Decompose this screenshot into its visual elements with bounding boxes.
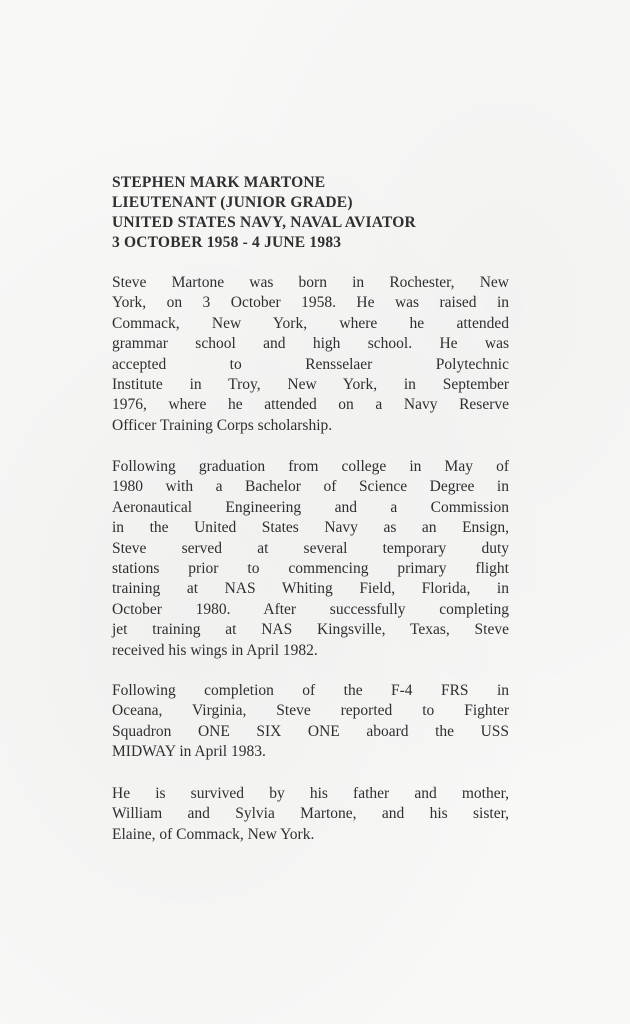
document-header (112, 173, 512, 253)
text-line: Oceana, Virginia, Steve reported to Fighter (112, 702, 509, 720)
text-line: stations prior to commencing primary flight (112, 559, 509, 577)
text-line: Following graduation from college in May of (112, 458, 509, 475)
text-line: in the United States Navy as an Ensign, (112, 519, 509, 537)
paragraph-education-training (112, 457, 509, 661)
text-line: Elaine, of Commack, New York. (112, 825, 315, 843)
text-line: Commack, New York, where he attended (112, 314, 509, 332)
text-line: Steve Martone was born in Rochester, New (112, 274, 509, 291)
header-dates: 3 OCTOBER 1958 - 4 JUNE 1983 (112, 234, 342, 251)
text-line: MIDWAY in April 1983. (112, 743, 266, 761)
paragraph-early-life (112, 273, 509, 436)
text-line: He is survived by his father and mother, (112, 785, 509, 802)
header-service: UNITED STATES NAVY, NAVAL AVIATOR (112, 214, 416, 231)
text-line: October 1980. After successfully completing (112, 600, 509, 618)
text-line: training at NAS Whiting Field, Florida, in (112, 580, 509, 598)
text-line: 1980 with a Bachelor of Science Degree in (112, 478, 509, 496)
text-line: Aeronautical Engineering and a Commission (112, 498, 509, 516)
text-line: Steve served at several temporary duty (112, 539, 509, 557)
paragraph-survivors (112, 784, 509, 845)
paragraph-squadron (112, 681, 509, 763)
text-line: Institute in Troy, New York, in September (112, 375, 509, 393)
text-line: York, on 3 October 1958. He was raised in (112, 294, 509, 312)
text-line: William and Sylvia Martone, and his sister, (112, 805, 509, 823)
text-line: Following completion of the F-4 FRS in (112, 682, 509, 699)
header-name: STEPHEN MARK MARTONE (112, 174, 326, 191)
text-line: Squadron ONE SIX ONE aboard the USS (112, 722, 509, 740)
header-rank: LIEUTENANT (JUNIOR GRADE) (112, 194, 353, 211)
text-line: Officer Training Corps scholarship. (112, 416, 333, 434)
text-line: received his wings in April 1982. (112, 641, 318, 659)
text-line: grammar school and high school. He was (112, 335, 509, 353)
text-line: accepted to Rensselaer Polytechnic (112, 355, 509, 373)
text-line: 1976, where he attended on a Navy Reserve (112, 396, 509, 414)
text-line: jet training at NAS Kingsville, Texas, Steve (112, 621, 509, 639)
